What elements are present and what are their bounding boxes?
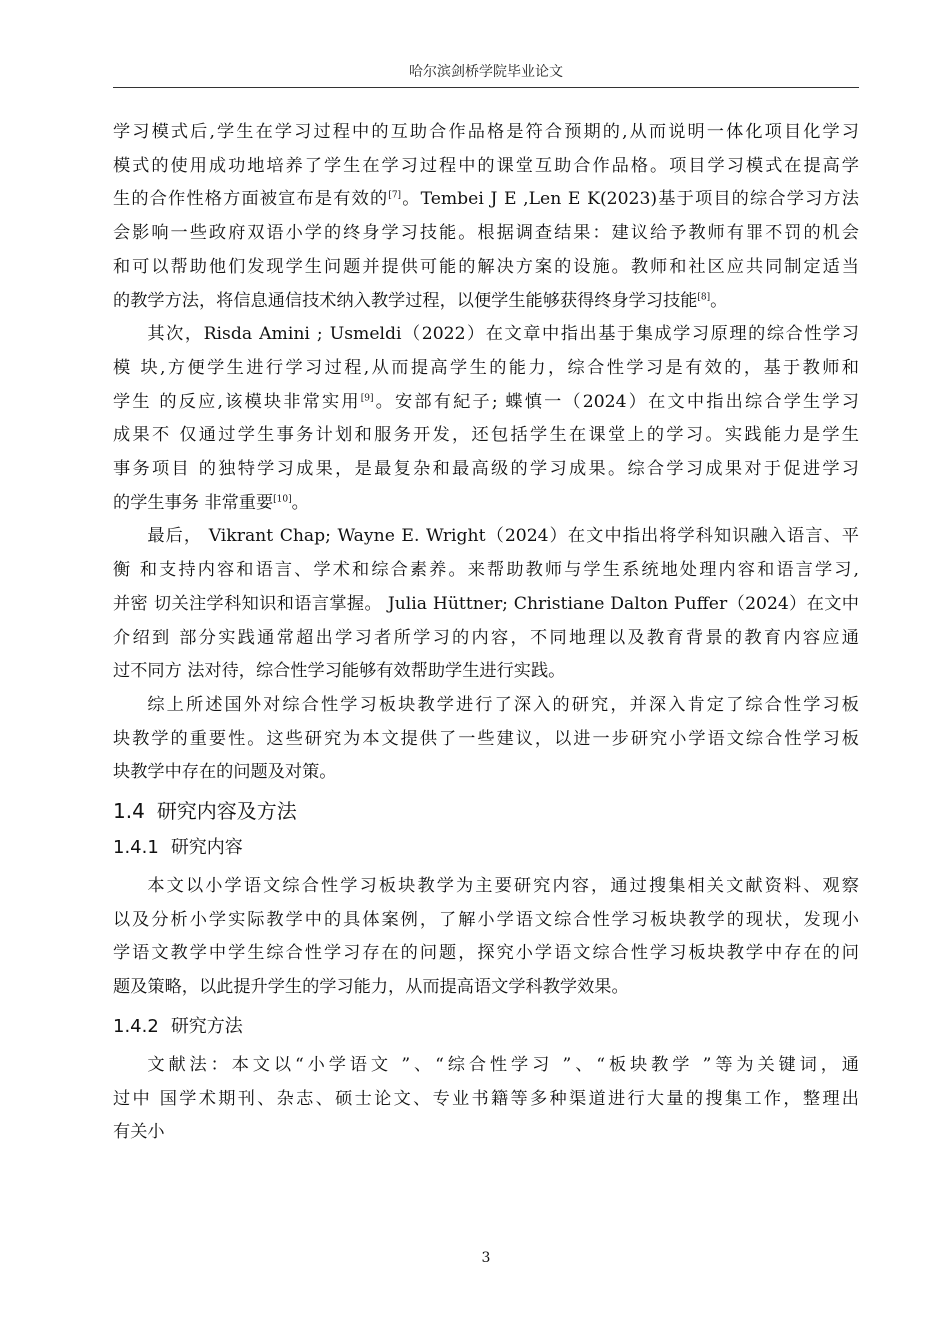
paragraph-research-method — [113, 1049, 859, 1150]
text-line-head: 的学生事务 非常重要 — [113, 492, 274, 513]
text-line: 块教学的重要性。这些研究为本文提供了一些建议，以进一步研究小学语文综合性学习板 — [113, 728, 859, 749]
page-number: 3 — [481, 1250, 491, 1266]
text-line: 最后， Vikrant Chap; Wayne E. Wright（2024）在文中指出将学科知识融入语言、平 — [147, 526, 859, 547]
section-heading-1-4 — [113, 796, 859, 826]
text-line-head: 学生 的反应,该模块非常实用 — [113, 391, 361, 412]
paragraph-third — [113, 520, 859, 689]
text-line: 文献法：本文以“小学语文 ”、“综合性学习 ”、“板块教学 ”等为关键词，通 — [147, 1054, 859, 1075]
section-heading-1-4-1 — [113, 834, 859, 862]
text-line: 本文以小学语文综合性学习板块教学为主要研究内容，通过搜集相关文献资料、观察 — [147, 876, 859, 897]
text-line: 块教学中存在的问题及对策。 — [113, 762, 337, 783]
citation-ref-10: [10] — [273, 494, 292, 504]
text-line: 并密 切关注学科知识和语言掌握。 Julia Hüttner; Christiane Dalton Puffer（2024）在文中 — [113, 593, 859, 614]
section-title: 研究方法 — [170, 1015, 243, 1037]
text-line: 介绍到 部分实践通常超出学习者所学习的内容，不同地理以及教育背景的教育内容应通 — [113, 627, 859, 648]
section-title: 研究内容 — [170, 837, 243, 859]
citation-ref-9: [9] — [360, 392, 374, 403]
section-number: 1.4.1 — [113, 837, 159, 859]
paragraph-second — [113, 318, 859, 520]
section-title: 研究内容及方法 — [156, 799, 297, 824]
text-line: 其次，Risda Amini ; Usmeldi（2022）在文章中指出基于集成学习原理的综合性学习 — [147, 324, 859, 345]
header-rule — [113, 87, 859, 88]
paragraph-summary — [113, 689, 859, 790]
text-line-tail: 。 — [291, 492, 309, 513]
text-line-tail: 。 — [710, 290, 728, 311]
text-line-tail: 。安部有紀子; 蝶慎一（2024）在文中指出综合学生学习 — [373, 391, 859, 412]
text-line: 衡 和支持内容和语言、学术和综合素养。来帮助教师与学生系统地处理内容和语言学习, — [113, 560, 859, 581]
text-line: 模 块,方便学生进行学习过程,从而提高学生的能力，综合性学习是有效的，基于教师和 — [113, 357, 859, 378]
text-line: 和可以帮助他们发现学生问题并提供可能的解决方案的设施。教师和社区应共同制定适当 — [113, 256, 859, 277]
text-line: 以及分析小学实际教学中的具体案例，了解小学语文综合性学习板块教学的现状，发现小 — [113, 909, 859, 930]
text-line: 过不同方 法对待，综合性学习能够有效帮助学生进行实践。 — [113, 661, 566, 682]
page-body — [113, 116, 859, 1150]
text-line: 会影响一些政府双语小学的终身学习技能。根据调查结果：建议给予教师有罪不罚的机会 — [113, 223, 859, 244]
text-line: 过中 国学术期刊、杂志、硕士论文、专业书籍等多种渠道进行大量的搜集工作，整理出 — [113, 1088, 859, 1109]
text-line: 学语文教学中学生综合性学习存在的问题，探究小学语文综合性学习板块教学中存在的问 — [113, 943, 859, 964]
text-line — [113, 285, 859, 319]
text-line: 综上所述国外对综合性学习板块教学进行了深入的研究，并深入肯定了综合性学习板 — [147, 694, 859, 715]
text-line: 题及策略，以此提升学生的学习能力，从而提高语文学科教学效果。 — [113, 977, 629, 998]
section-number: 1.4.2 — [113, 1015, 159, 1037]
text-line: 学习模式后,学生在学习过程中的互助合作品格是符合预期的,从而说明一体化项目化学习 — [113, 122, 859, 142]
text-line-head: 的教学方法，将信息通信技术纳入教学过程，以便学生能够获得终身学习技能 — [113, 290, 698, 311]
paragraph-research-content — [113, 870, 859, 1005]
text-line: 有关小 — [113, 1122, 165, 1143]
paragraph-intro-continuation — [113, 116, 859, 318]
section-number: 1.4 — [113, 799, 145, 824]
text-line-tail: 。Tembei J E ,Len E K(2023)基于项目的综合学习方法 — [401, 189, 859, 210]
text-line — [113, 183, 859, 217]
text-line — [113, 386, 859, 420]
text-line-head: 生的合作性格方面被宣布是有效的 — [113, 189, 389, 210]
text-line: 成果不 仅通过学生事务计划和服务开发，还包括学生在课堂上的学习。实践能力是学生 — [113, 425, 859, 446]
running-header: 哈尔滨剑桥学院毕业论文 — [409, 64, 563, 80]
text-line: 事务项目 的独特学习成果，是最复杂和最高级的学习成果。综合学习成果对于促进学习 — [113, 459, 859, 480]
text-line: 模式的使用成功地培养了学生在学习过程中的课堂互助合作品格。项目学习模式在提高学 — [113, 155, 859, 176]
citation-ref-7: [7] — [388, 190, 402, 201]
citation-ref-8: [8] — [697, 291, 711, 302]
text-line — [113, 487, 859, 521]
section-heading-1-4-2 — [113, 1013, 859, 1041]
